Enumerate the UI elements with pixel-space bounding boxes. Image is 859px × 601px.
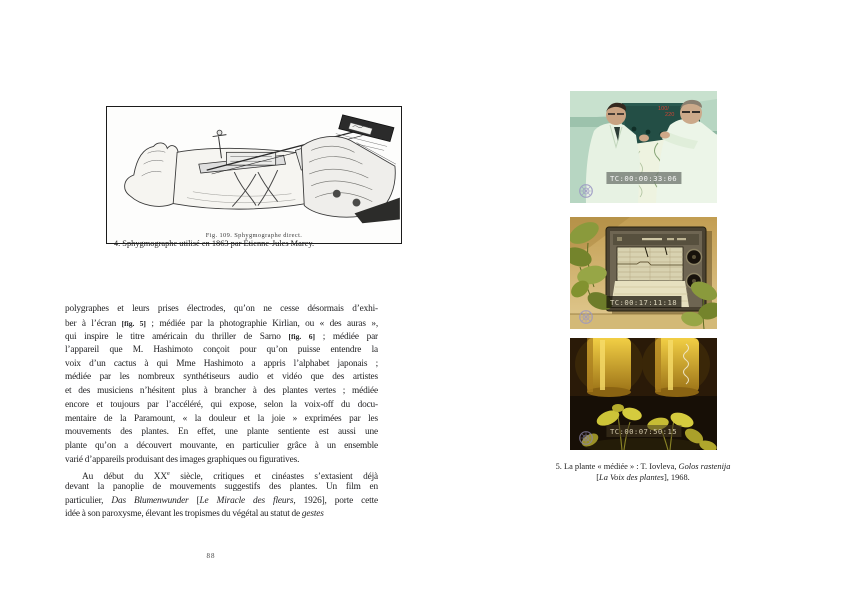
text-line: encore et toujours par l’accéléré, qui expose, selon la voix-off du docu-: [65, 399, 378, 410]
text-line: devant la panoplie de mouvements suggestifs des plantes. Un film en: [65, 481, 378, 492]
figure-4: [106, 106, 402, 244]
text-line: et des musiciens n’hésitent plus à brancher à des plantes vertes ; médiée: [65, 386, 378, 397]
text-line: médiée par les nombreux synthétiseurs audio et vidéo que des artistes: [65, 372, 378, 383]
timecode-overlay: TC:00:07:50:15: [606, 425, 681, 437]
plate-caption: Fig. 109. Sphygmographe direct.: [205, 232, 303, 239]
sphygmograph-engraving: [107, 107, 401, 243]
figure-4-caption: 4. Sphygmographe utilisé en 1863 par Étienne-Jules Marey.: [113, 239, 315, 248]
archive-stamp-icon: [580, 432, 593, 445]
timecode-overlay: TC:00:00:33:06: [606, 172, 681, 184]
text-line: polygraphes et leurs prises électrodes, qu’on ne cesse désormais d’exhi-: [65, 304, 378, 314]
film-still-1-scene: [570, 91, 717, 203]
text-line: plante qu’on a découvert mouvante, en particulier grâce à un ensemble: [65, 440, 378, 451]
text-line: mentaire de la Paramount, « la douleur et la joie » exprimées par les: [65, 413, 378, 424]
caption-line: 5. La plante « médiée » : T. Iovleva, Golos rastenija: [555, 462, 731, 471]
voltage-label: 100/ 220: [658, 106, 675, 118]
body-text: [65, 303, 378, 522]
text-line: mouvements des plantes. En effet, une plante sentiente est aussi une: [65, 427, 378, 438]
archive-stamp-icon: [580, 185, 593, 198]
text-line: particulier, Das Blumenwunder [Le Miracle des fleurs, 1926], porte cette: [65, 495, 378, 506]
text-line: idée à son paroxysme, élevant les tropismes du végétal au statut de gestes: [65, 509, 324, 520]
film-still-3: [570, 338, 717, 450]
text-line: voix d’un cactus à qui Mme Hashimoto a appris l’alphabet japonais ;: [65, 358, 378, 369]
text-line: Au début du XXe siècle, critiques et cinéastes s’extasient déjà: [82, 470, 378, 481]
text-line: qui inspire le titre américain du thriller de Sarno [fig. 6] ; médiée par: [65, 332, 378, 343]
text-line: ber à l’écran [fig. 5] ; médiée par la photographie Kirlian, ou « des auras »,: [65, 318, 378, 329]
film-still-2: [570, 217, 717, 329]
caption-line: [La Voix des plantes], 1968.: [596, 473, 690, 482]
film-still-2-scene: [570, 217, 717, 329]
text-line: varié d’appareils produisant des images graphiques ou figuratives.: [65, 454, 300, 465]
text-line: l’appareil que M. Hashimoto conçoit pour qu’on puisse entendre la: [65, 345, 378, 356]
page-number: 88: [206, 552, 216, 560]
archive-stamp-icon: [580, 311, 593, 324]
figure-5-caption: [545, 461, 741, 483]
timecode-overlay: TC:00:17:11:18: [606, 296, 681, 308]
film-still-1: [570, 91, 717, 203]
